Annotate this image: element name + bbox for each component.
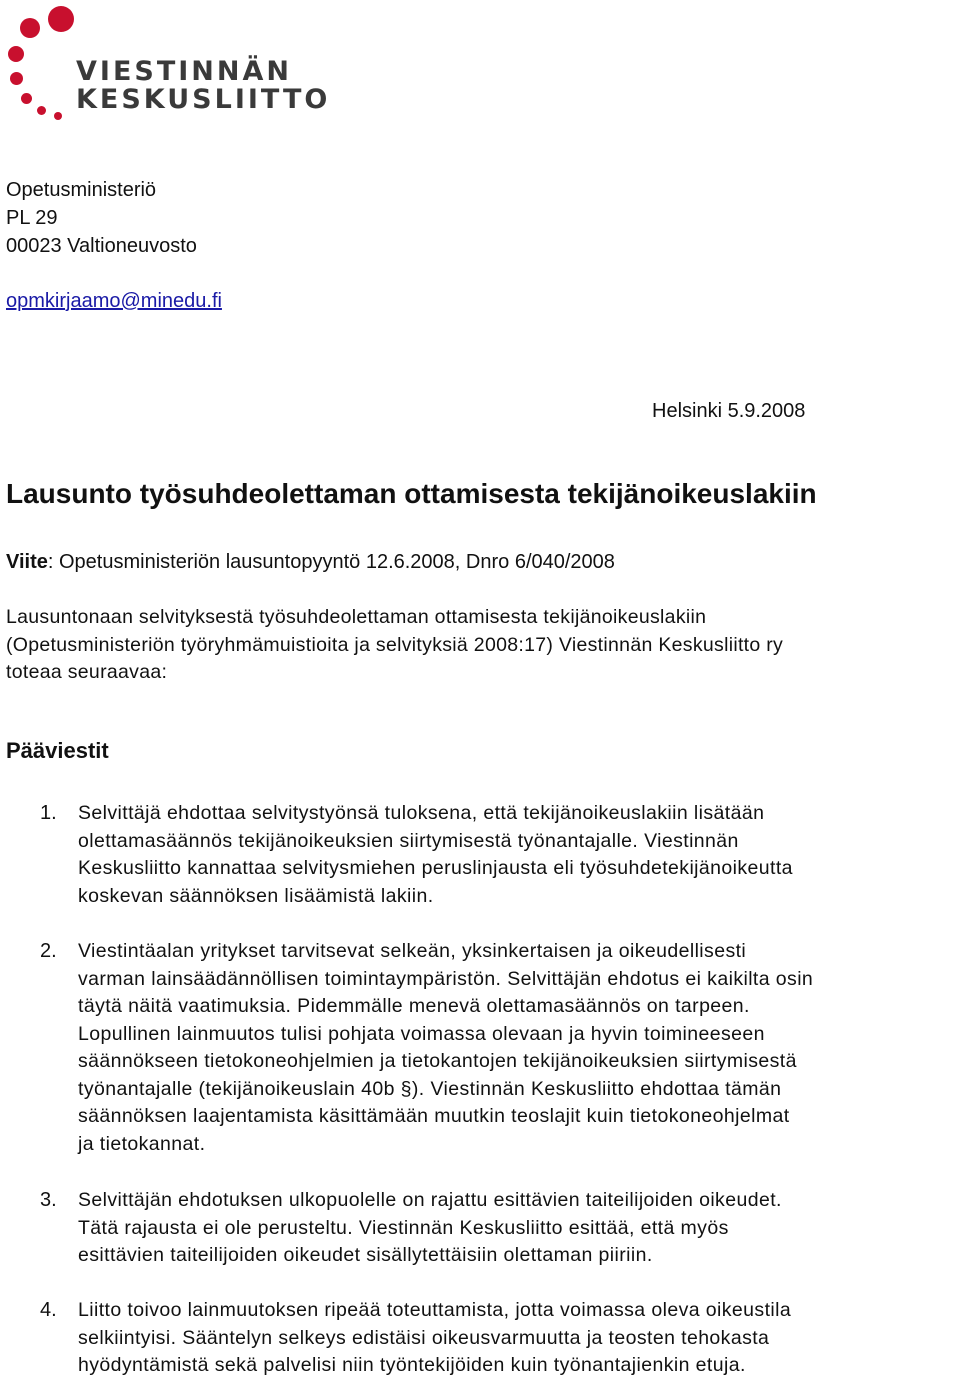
list-item-line: varman lainsäädännöllisen toimintaympäristön. Selvittäjän ehdotus ei kaikilta osin	[78, 967, 814, 990]
list-item-line: täytä näitä vaatimuksia. Pidemmälle menevä olettamasäännös on tarpeen.	[78, 995, 750, 1017]
list-item-line: Selvittäjä ehdottaa selvitystyönsä tuloksena, että tekijänoikeuslakiin lisätään	[78, 802, 765, 824]
recipient-postal: 00023 Valtioneuvosto	[6, 235, 197, 257]
logo-wordmark-line2: KESKUSLIITTO	[76, 84, 331, 115]
list-item-number: 1.	[40, 802, 57, 824]
section-heading: Pääviestit	[6, 738, 109, 763]
logo-dot-icon	[37, 106, 46, 115]
logo-wordmark-line1: VIESTINNÄN	[76, 56, 292, 87]
document-title: Lausunto työsuhdeolettaman ottamisesta tekijänoikeuslakiin	[6, 478, 817, 509]
list-item-line: Viestintäalan yritykset tarvitsevat selkeän, yksinkertaisen ja oikeudellisesti	[78, 940, 747, 962]
list-item-number: 4.	[40, 1299, 57, 1321]
logo-dot-icon	[20, 18, 40, 38]
list-item-line: esittävien taiteilijoiden oikeudet sisällytettäisiin olettaman piiriin.	[78, 1244, 653, 1266]
reference-line	[6, 548, 615, 576]
intro-line: (Opetusministeriön työryhmämuistioita ja selvityksiä 2008:17) Viestinnän Keskusliitto ry	[6, 633, 784, 656]
reference-text: : Opetusministeriön lausuntopyyntö 12.6.2008, Dnro 6/040/2008	[47, 551, 615, 573]
list-item-line: ja tietokannat.	[78, 1132, 206, 1155]
logo-dot-icon	[48, 6, 74, 32]
list-item-line: olettamasäännös tekijänoikeuksien siirtymisestä työnantajalle. Viestinnän	[78, 829, 739, 852]
intro-line: toteaa seuraavaa:	[6, 661, 168, 683]
organization-logo	[4, 4, 376, 124]
list-item-text	[78, 800, 793, 910]
list-item-text	[78, 938, 813, 1158]
logo-dot-icon	[8, 46, 24, 62]
recipient-box: PL 29	[6, 207, 58, 229]
reference-label: Viite	[6, 551, 48, 573]
letter-date: Helsinki 5.9.2008	[652, 400, 806, 422]
intro-line: Lausuntonaan selvityksestä työsuhdeolettaman ottamisesta tekijänoikeuslakiin	[6, 606, 707, 628]
list-item-line: työnantajalle (tekijänoikeuslain 40b §). Viestinnän Keskusliitto ehdottaa tämän	[78, 1077, 782, 1100]
list-item-line: Keskusliitto kannattaa selvitysmiehen peruslinjausta eli työsuhdetekijänoikeutta	[78, 857, 793, 879]
list-item-line: selkiintyisi. Sääntelyn selkeys edistäisi oikeusvarmuutta ja teosten tehokasta	[78, 1326, 770, 1349]
list-item-number: 2.	[40, 940, 57, 962]
recipient-email-link[interactable]: opmkirjaamo@minedu.fi	[6, 290, 222, 312]
logo-dot-icon	[21, 93, 32, 104]
list-item-line: Lopullinen lainmuutos tulisi pohjata voimassa olevaan ja hyvin toimineeseen	[78, 1022, 765, 1045]
list-item-number: 3.	[40, 1189, 57, 1211]
list-item-line: hyödyntämistä sekä palvelisi niin työntekijöiden kuin työnantajienkin etuja.	[78, 1354, 746, 1376]
recipient-address	[6, 176, 197, 260]
list-item-line: Tätä rajausta ei ole perusteltu. Viestinnän Keskusliitto esittää, että myös	[78, 1216, 729, 1239]
logo-dot-icon	[10, 72, 23, 85]
list-item-line: Selvittäjän ehdotuksen ulkopuolelle on rajattu esittävien taiteilijoiden oikeudet.	[78, 1189, 782, 1211]
list-item-text	[78, 1297, 791, 1380]
list-item-line: koskevan säännöksen lisäämistä lakiin.	[78, 884, 434, 907]
recipient-org: Opetusministeriö	[6, 179, 157, 201]
list-item-line: Liitto toivoo lainmuutoksen ripeää toteuttamista, jotta voimassa oleva oikeustila	[78, 1299, 792, 1321]
intro-paragraph	[6, 604, 956, 687]
list-item-line: säännökseen tietokoneohjelmien ja tietokantojen tekijänoikeuksien siirtymisestä	[78, 1050, 797, 1072]
list-item-text	[78, 1187, 782, 1270]
list-item-line: säännöksen laajentamista käsittämään muutkin teoslajit kuin tietokoneohjelmat	[78, 1105, 790, 1127]
logo-dot-icon	[54, 112, 62, 120]
